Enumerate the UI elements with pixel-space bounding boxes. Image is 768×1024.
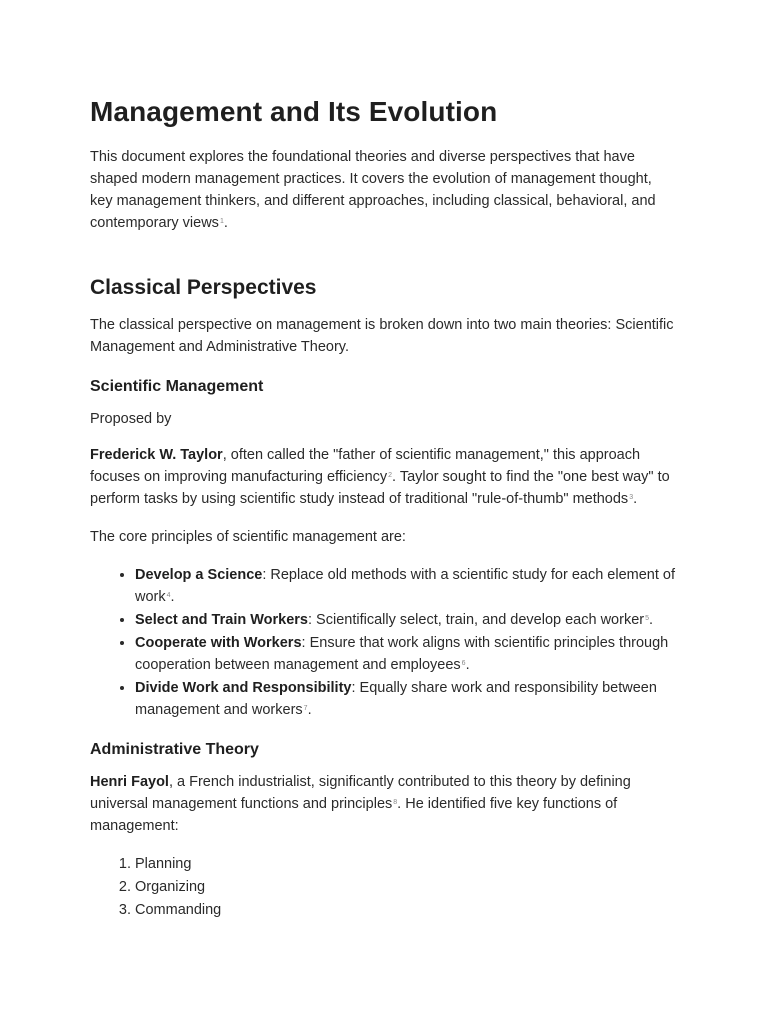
taylor-name: Frederick W. Taylor	[90, 447, 223, 463]
footnote-ref-3: 3	[629, 494, 634, 501]
classical-intro: The classical perspective on management is broken down into two main theories: Scientific Management and Administrative Theory.	[90, 317, 674, 355]
scientific-heading: Scientific Management	[90, 378, 264, 395]
footnote-ref-5: 5	[645, 615, 649, 622]
footnote-ref-8: 8	[393, 799, 398, 806]
proposed-by-text: Proposed by	[90, 411, 172, 427]
list-item: 1. Planning	[135, 853, 678, 875]
classical-heading: Classical Perspectives	[90, 276, 317, 299]
administrative-heading: Administrative Theory	[90, 741, 259, 758]
footnote-ref-4: 4	[166, 592, 171, 599]
list-item: • Select and Train Workers: Scientifically select, train, and develop each worker$^5$.	[135, 609, 678, 631]
intro-text: This document explores the foundational theories and diverse perspectives that have shaped modern management practices. It covers the evolution of management thought, key management thinkers, and different approaches, including classical, behavioral, and contemporary views	[90, 149, 656, 231]
footnote-ref-7: 7	[303, 705, 308, 712]
intro-paragraph: This document explores the foundational theories and diverse perspectives that have shaped modern management practices. It covers the evolution of management thought, key management thinkers, and different approaches, including classical, behavioral, and contemporary views$^1$.	[90, 149, 656, 231]
principles-intro: The core principles of scientific management are:	[90, 529, 406, 545]
list-item: • Cooperate with Workers: Ensure that work aligns with scientific principles through cooperation between management and employees$^6$.	[135, 632, 678, 676]
footnote-ref-2: 2	[388, 472, 393, 479]
footnote-ref-6: 6	[461, 660, 466, 667]
taylor-paragraph: Frederick W. Taylor, often called the "father of scientific management," this approach focuses on improving manufacturing efficiency$^2$. Taylor sought to find the "one best way" to perform tasks by using scientific study instead of traditional "rule-of-thumb" methods$^3$.	[90, 447, 670, 507]
footnote-ref-1: 1	[219, 218, 224, 225]
list-item: 3. Commanding	[135, 899, 678, 921]
list-item: 2. Organizing	[135, 876, 678, 898]
fayol-paragraph: Henri Fayol, a French industrialist, significantly contributed to this theory by defining universal management functions and principles$^8$. He identified five key functions of management:	[90, 774, 631, 834]
principles-list	[90, 564, 678, 721]
page-title: Management and Its Evolution	[90, 96, 498, 127]
functions-list	[90, 853, 678, 921]
fayol-name: Henri Fayol	[90, 774, 169, 790]
list-item: • Divide Work and Responsibility: Equally share work and responsibility between management and workers$^7$.	[135, 677, 678, 721]
list-item: • Develop a Science: Replace old methods with a scientific study for each element of work$^4$.	[135, 564, 678, 608]
